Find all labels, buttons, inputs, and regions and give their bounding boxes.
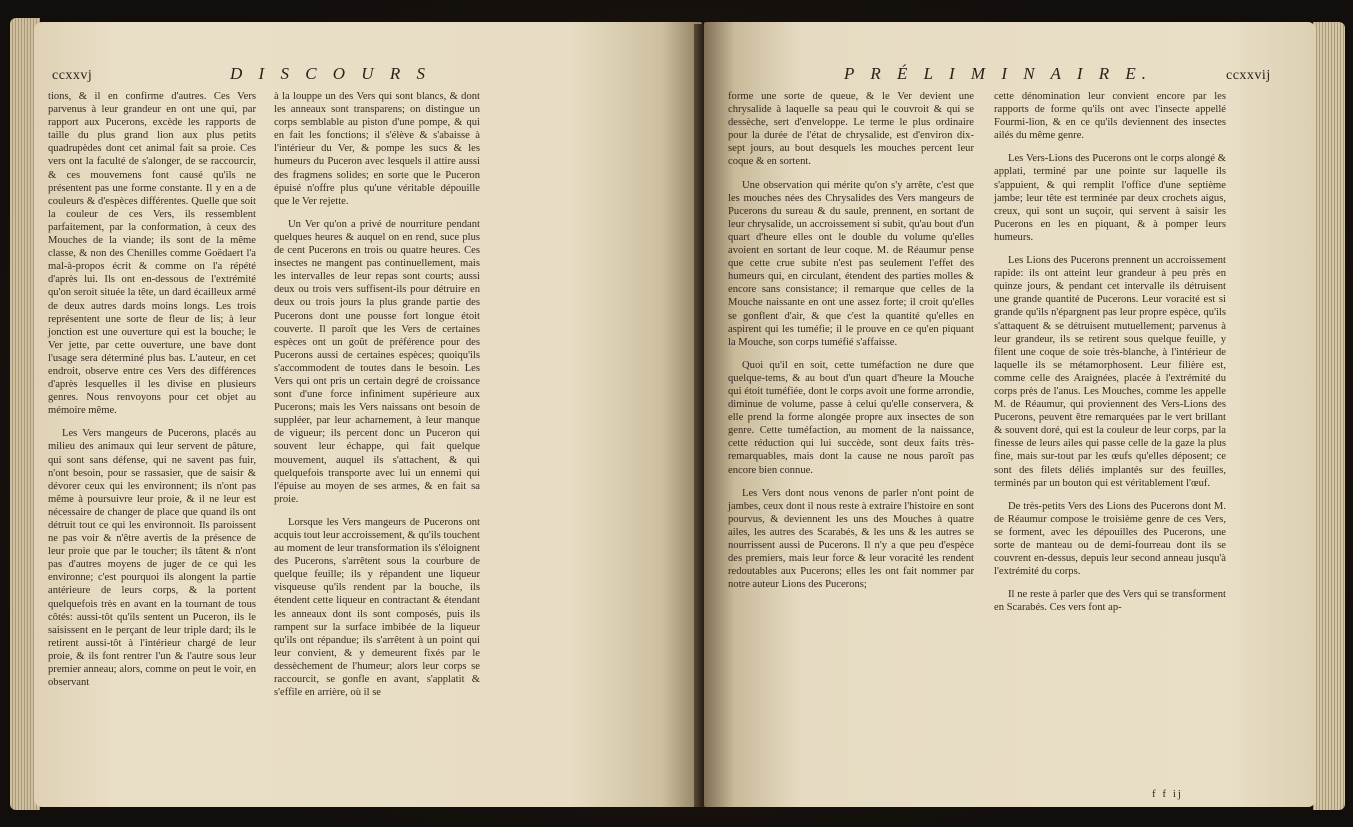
right-running-head (704, 64, 1316, 92)
paragraph: Une observation qui mérite qu'on s'y arrête, c'est que les mouches nées des Chrysalides des Vers mangeurs de Pucerons du sureau & du saule, prennent, en sortant de leur chrysalide, un accroissement si subit, qu'au bout d'un quart d'heure elles ont le double du volume qu'elles avoient en sortant de leur coque. M. de Réaumur pense que cette crue subite n'est pas seulement l'effet des humeurs qui, en circulant, étendent des parties molles & encore sans consistance; il remarque que celles de la Mouche naissante en ont une assez forte; il croit qu'elles se gonflent d'air, & que c'est la quantité qu'elles en aspirent qui les tuméfie; il le prouve en ce qu'en piquant la Mouche, son corps tuméfié s'affaisse. (728, 179, 974, 348)
right-column-1 (728, 90, 974, 790)
left-page (34, 22, 702, 807)
right-page (704, 22, 1316, 807)
left-column-1 (48, 90, 256, 790)
paragraph: De très-petits Vers des Lions des Pucerons dont M. de Réaumur compose le troisième genre de ces Vers, se forment, avec les dépouilles des Pucerons, une sorte de manteau ou de demi-fourreau dont ils se couvrent en-dessus, depuis leur second anneau jusqu'à l'extrémité du corps. (994, 500, 1226, 578)
paragraph: Les Vers-Lions des Pucerons ont le corps alongé & applati, terminé par une pointe sur laquelle ils s'appuient, & qui remplit l'office d'une septième jambe; leur tête est terminée par deux crochets aigus, creux, qui sont un suçoir, qui servent à saisir les Pucerons en les en piquant, & à pomper leurs humeurs. (994, 153, 1226, 243)
right-column-2 (994, 90, 1226, 790)
paragraph: cette dénomination leur convient encore par les rapports de forme qu'ils ont avec l'insecte appellé Fourmi-lion, & en ce qu'ils deviennent des insectes ailés du même genre. (994, 91, 1226, 142)
paragraph: à la louppe un des Vers qui sont blancs, & dont les anneaux sont transparens; on distingue un corps semblable au piston d'une pompe, & qui en fait les fonctions; il s'élève & s'abaisse à l'intérieur du Ver, & pompe les sucs & les humeurs du Puceron avec lesquels il attire aussi des fragmens solides; en sorte que le Puceron épuisé n'offre plus qu'une véritable dépouille que le Ver rejette. (274, 91, 480, 207)
left-running-head (34, 64, 702, 92)
left-column-2 (274, 90, 480, 790)
paragraph: forme une sorte de queue, & le Ver devient une chrysalide à laquelle sa peau qui le couvroit & qui se dessèche, sert d'enveloppe. Le terme le plus ordinaire pour la durée de l'état de chrysalide, est d'environ dix-sept jours, au bout desquels les mouches percent leur coque & en sortent. (728, 91, 974, 168)
paragraph: tions, & il en confirme d'autres. Ces Vers parvenus à leur grandeur en ont une qui, par rapport aux Pucerons, excède les rapports de taille du plus grand lion aux plus petits quadrupèdes dont cet animal fait sa proie. Ces vers ont la faculté de s'alonger, de se raccourcir, & ces mouvemens font causé qu'ils ne présentent pas une forme constante. Il y en a de couleurs & d'espèces différentes. Quelle que soit la couleur de ces Vers, ils ressemblent parfaitement, par la conformation, à ceux des Mouches de la viande; ils sont de la même classe, & non des Chenilles comme Goëdaert l'a mal-à-propos écrit & comme on l'a répété d'après lui. Ils ont en-dessous de l'extrémité qu'on seroit située la tête, un dard écailleux armé de deux autres dards moins longs. Les trois représentent une sorte de fleur de lis; à leur jonction est une ouverture qui est la bouche; le Ver jette, par cette ouverture, une bave dont l'usage sera déterminé plus bas. L'auteur, en cet endroit, observe entre ces Vers des différences d'après lesquelles il les divise en plusieurs genres. Nous renvoyons pour cet objet au mémoire même. (48, 91, 256, 417)
right-running-title: P R É L I M I N A I R E. (844, 64, 1153, 83)
paragraph: Les Vers dont nous venons de parler n'ont point de jambes, ceux dont il nous reste à extraire l'histoire en sont pourvus, & deviennent les uns des Mouches à quatre ailes, les autres des Scarabés, & les uns & les autres se nourrissent aussi de Pucerons. Il n'y a que peu d'espèce des premiers, mais leur force & leur voracité les rendent redoutables aux Pucerons; elles les ont fait nommer par notre auteur Lions des Pucerons; (728, 487, 974, 591)
right-folio: ccxxvij (1226, 68, 1271, 83)
left-folio: ccxxvj (52, 68, 93, 83)
paragraph: Un Ver qu'on a privé de nourriture pendant quelques heures & auquel on en rend, suce plus de cent Pucerons en trois ou quatre heures. Ces insectes ne mangent pas continuellement, mais les intervalles de leur repas sont courts; aussi deux ou trois vers suffisent-ils pour détruire en deux ou trois jours la plus grande partie des Pucerons dont une pousse fort longue étoit couverte. Il paroît que les Vers de certaines espèces ont un goût de préférence pour des Pucerons aussi de certaines espèces; quoiqu'ils s'accommodent de toutes dans le besoin. Les Vers qui ont pris un certain degré de croissance sont d'une force infiniment supérieure aux Pucerons; mais les Vers naissans ont besoin de suppléer, par leur acharnement, à leur manque de vigueur; ils percent donc un Puceron qui souvent leur échappe, qui fait quelque mouvement, auquel ils s'attachent, & qui quelquefois transporte avec lui un ennemi qui l'épuise au moyen de ses armes, & en fait sa proie. (274, 218, 480, 505)
book-edge-right (1313, 22, 1345, 810)
paragraph: Quoi qu'il en soit, cette tuméfaction ne dure que quelque-tems, & au bout d'un quart d'heure la Mouche qui étoit tuméfiée, dont le corps avoit une forme arrondie, diminue de volume, passe à celui qu'elle conservera, & elle prend la forme alongée propre aux insectes de son genre. Cette tuméfaction, au moment de la naissance, cette réduction qui lui succède, sont deux faits très-remarquables, mais dont la cause ne nous paroît pas encore bien connue. (728, 359, 974, 476)
paragraph: Les Vers mangeurs de Pucerons, placés au milieu des animaux qui leur servent de pâture, qui sont sans défense, qui ne savent pas fuir, n'ont besoin, pour se rassasier, que de saisir & dévorer ceux qui les environnent; ils n'ont pas même à poursuivre leur proie, & il ne leur est nécessaire de changer de place que quand ils ont détruit tout ce qui les environnoit. Ils paroissent ne pas voir & n'être avertis de la présence de leur proie que par le toucher; ils tâtent & n'ont pas d'autres moyens de juger de ce qui les environne; c'est pourquoi ils alongent la partie antérieure de leurs corps, & la portent quelquefois très en avant en la tournant de tous côtés: aussi-tôt qu'ils sentent un Puceron, ils le saisissent en le perçant de leur triple dard; ils le retirent aussi-tôt à l'intérieur chargé de leur proie, & ils font rentrer l'un & l'autre sous leur premier anneau; alors, comme on peut le voir, en observant (48, 428, 256, 689)
signature-mark: f f ij (1152, 788, 1183, 800)
left-running-title: D I S C O U R S (230, 64, 431, 83)
paragraph: Il ne reste à parler que des Vers qui se transforment en Scarabés. Ces vers font ap- (994, 589, 1226, 614)
paragraph: Lorsque les Vers mangeurs de Pucerons ont acquis tout leur accroissement, & qu'ils touchent au moment de leur transformation ils s'éloignent des Pucerons, s'arrêtent sous la courbure de quelque feuille; ils y répandent une liqueur visqueuse qu'ils rendent par la bouche, ils étendent cette liqueur en contractant & étendant les anneaux dont ils sont composés, puis ils rampent sur la surface imbibée de la liqueur qu'ils ont répandue; ils s'arrêtent à un point qui leur convient, & y demeurent fixés par le dessèchement de l'humeur; alors leur corps se raccourcit, se gonfle en avant, s'applatit & s'effile en arrière, où il se (274, 516, 480, 699)
paragraph: Les Lions des Pucerons prennent un accroissement rapide: ils ont atteint leur grandeur à peu près en quinze jours, & pendant cet intervalle ils détruisent une grande quantité de Pucerons. Leur voracité est si grande qu'ils n'épargnent pas leur propre espèce, qu'ils s'attaquent & se détruisent mutuellement; parvenus à leur grandeur, ils se retirent sous quelque feuille, y filent une coque de soie très-blanche, à l'intérieur de laquelle ils se métamorphosent. Leur filière est, comme celle des Araignées, placée à l'extrémité du corps près de l'anus. Les Mouches, comme les appelle M. de Réaumur, qui proviennent des Vers-Lions des Pucerons, peuvent être remarquées par le vert brillant & souvent doré, qui est la couleur de leur corps, par la finesse de leurs ailes qui passe celle de la gaze la plus fine, mais sur-tout par les œufs qu'elles déposent; ce sont des filets déliés implantés sur des feuilles, terminés par un bouton qui est véritablement l'œuf. (994, 255, 1226, 489)
